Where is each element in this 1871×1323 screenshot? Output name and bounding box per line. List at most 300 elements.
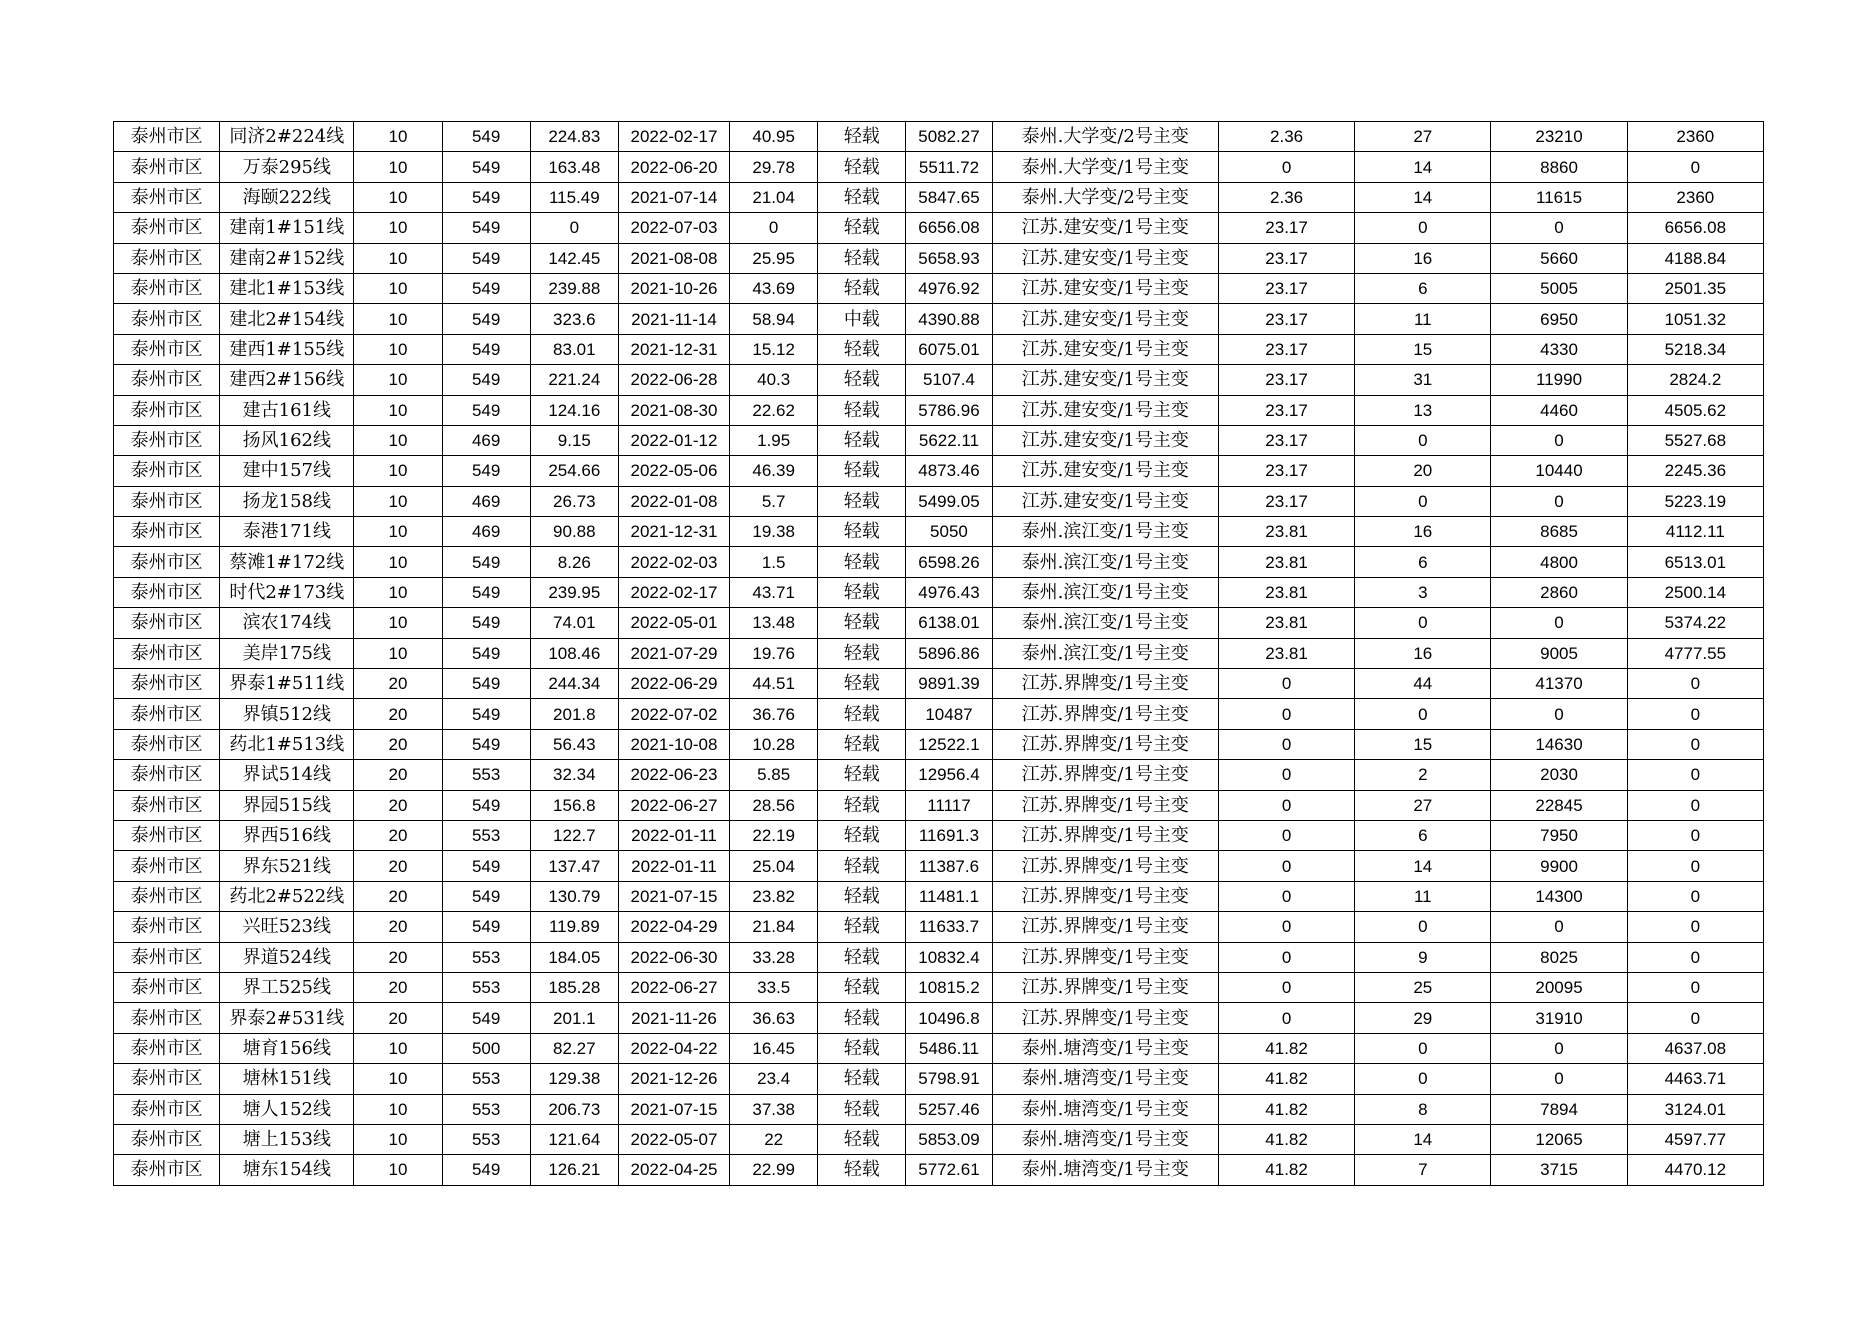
current-cell: 163.48 [530, 152, 618, 182]
area-cell: 泰州市区 [114, 669, 220, 699]
capacity-cell: 10832.4 [906, 942, 992, 972]
available-capacity-cell: 2245.36 [1627, 456, 1763, 486]
load-rate-cell: 43.71 [730, 577, 818, 607]
date-cell: 2022-01-11 [618, 851, 729, 881]
load-status-cell: 轻载 [818, 122, 906, 152]
voltage-cell: 10 [354, 182, 442, 212]
table-row [114, 425, 1764, 455]
table-row [114, 1003, 1764, 1033]
load-status-cell: 轻载 [818, 1094, 906, 1124]
available-capacity-cell: 2501.35 [1627, 273, 1763, 303]
current-cell: 124.16 [530, 395, 618, 425]
substation-cell: 江苏.界牌变/1号主变 [992, 669, 1218, 699]
area-cell: 泰州市区 [114, 273, 220, 303]
area-cell: 泰州市区 [114, 699, 220, 729]
substation-rate-cell: 0 [1218, 881, 1354, 911]
load-status-cell: 轻载 [818, 699, 906, 729]
substation-cell: 泰州.塘湾变/1号主变 [992, 1124, 1218, 1154]
line-name-cell: 建西2#156线 [220, 365, 354, 395]
line-name-cell: 塘人152线 [220, 1094, 354, 1124]
voltage-cell: 10 [354, 608, 442, 638]
count-cell: 16 [1355, 243, 1491, 273]
load-status-cell: 轻载 [818, 365, 906, 395]
substation-cell: 泰州.塘湾变/1号主变 [992, 1155, 1218, 1185]
voltage-cell: 20 [354, 760, 442, 790]
area-cell: 泰州市区 [114, 365, 220, 395]
count-cell: 6 [1355, 547, 1491, 577]
table-row [114, 972, 1764, 1002]
line-name-cell: 界园515线 [220, 790, 354, 820]
area-cell: 泰州市区 [114, 881, 220, 911]
user-capacity-cell: 11615 [1491, 182, 1627, 212]
substation-rate-cell: 23.81 [1218, 517, 1354, 547]
user-capacity-cell: 0 [1491, 608, 1627, 638]
line-name-cell: 扬龙158线 [220, 486, 354, 516]
table-row [114, 213, 1764, 243]
conductor-cell: 469 [442, 486, 530, 516]
load-status-cell: 轻载 [818, 1064, 906, 1094]
substation-rate-cell: 2.36 [1218, 122, 1354, 152]
substation-rate-cell: 0 [1218, 820, 1354, 850]
substation-cell: 泰州.滨江变/1号主变 [992, 517, 1218, 547]
current-cell: 137.47 [530, 851, 618, 881]
substation-rate-cell: 23.17 [1218, 213, 1354, 243]
date-cell: 2021-12-31 [618, 517, 729, 547]
conductor-cell: 553 [442, 1094, 530, 1124]
current-cell: 130.79 [530, 881, 618, 911]
voltage-cell: 10 [354, 152, 442, 182]
table-row [114, 699, 1764, 729]
voltage-cell: 10 [354, 334, 442, 364]
date-cell: 2022-05-06 [618, 456, 729, 486]
line-name-cell: 塘上153线 [220, 1124, 354, 1154]
current-cell: 254.66 [530, 456, 618, 486]
user-capacity-cell: 7950 [1491, 820, 1627, 850]
conductor-cell: 549 [442, 122, 530, 152]
load-status-cell: 轻载 [818, 912, 906, 942]
substation-rate-cell: 41.82 [1218, 1124, 1354, 1154]
voltage-cell: 20 [354, 972, 442, 1002]
conductor-cell: 549 [442, 881, 530, 911]
count-cell: 11 [1355, 881, 1491, 911]
available-capacity-cell: 0 [1627, 881, 1763, 911]
user-capacity-cell: 41370 [1491, 669, 1627, 699]
date-cell: 2022-01-08 [618, 486, 729, 516]
user-capacity-cell: 22845 [1491, 790, 1627, 820]
current-cell: 74.01 [530, 608, 618, 638]
substation-cell: 泰州.大学变/2号主变 [992, 182, 1218, 212]
substation-rate-cell: 23.81 [1218, 547, 1354, 577]
table-row [114, 1094, 1764, 1124]
substation-cell: 泰州.滨江变/1号主变 [992, 577, 1218, 607]
table-row [114, 1124, 1764, 1154]
voltage-cell: 10 [354, 122, 442, 152]
load-status-cell: 轻载 [818, 334, 906, 364]
user-capacity-cell: 7894 [1491, 1094, 1627, 1124]
current-cell: 90.88 [530, 517, 618, 547]
load-rate-cell: 28.56 [730, 790, 818, 820]
table-row [114, 881, 1764, 911]
conductor-cell: 549 [442, 273, 530, 303]
line-name-cell: 塘林151线 [220, 1064, 354, 1094]
conductor-cell: 469 [442, 517, 530, 547]
current-cell: 323.6 [530, 304, 618, 334]
table-row [114, 456, 1764, 486]
voltage-cell: 20 [354, 912, 442, 942]
capacity-cell: 5499.05 [906, 486, 992, 516]
load-status-cell: 轻载 [818, 760, 906, 790]
user-capacity-cell: 0 [1491, 912, 1627, 942]
table-row [114, 547, 1764, 577]
count-cell: 0 [1355, 699, 1491, 729]
date-cell: 2022-01-12 [618, 425, 729, 455]
user-capacity-cell: 12065 [1491, 1124, 1627, 1154]
area-cell: 泰州市区 [114, 334, 220, 364]
load-rate-cell: 22.99 [730, 1155, 818, 1185]
load-status-cell: 轻载 [818, 547, 906, 577]
count-cell: 0 [1355, 486, 1491, 516]
substation-rate-cell: 41.82 [1218, 1094, 1354, 1124]
user-capacity-cell: 2860 [1491, 577, 1627, 607]
substation-rate-cell: 23.17 [1218, 304, 1354, 334]
substation-cell: 泰州.塘湾变/1号主变 [992, 1064, 1218, 1094]
table-row [114, 152, 1764, 182]
load-rate-cell: 37.38 [730, 1094, 818, 1124]
count-cell: 0 [1355, 1064, 1491, 1094]
count-cell: 8 [1355, 1094, 1491, 1124]
count-cell: 16 [1355, 517, 1491, 547]
substation-rate-cell: 0 [1218, 851, 1354, 881]
date-cell: 2022-05-07 [618, 1124, 729, 1154]
capacity-cell: 5853.09 [906, 1124, 992, 1154]
load-rate-cell: 22.19 [730, 820, 818, 850]
table-row [114, 942, 1764, 972]
user-capacity-cell: 10440 [1491, 456, 1627, 486]
capacity-cell: 5798.91 [906, 1064, 992, 1094]
user-capacity-cell: 0 [1491, 1064, 1627, 1094]
voltage-cell: 10 [354, 517, 442, 547]
voltage-cell: 20 [354, 790, 442, 820]
capacity-cell: 11633.7 [906, 912, 992, 942]
load-rate-cell: 1.5 [730, 547, 818, 577]
substation-rate-cell: 23.17 [1218, 425, 1354, 455]
current-cell: 82.27 [530, 1033, 618, 1063]
available-capacity-cell: 4463.71 [1627, 1064, 1763, 1094]
capacity-cell: 5257.46 [906, 1094, 992, 1124]
user-capacity-cell: 5005 [1491, 273, 1627, 303]
table-row [114, 334, 1764, 364]
conductor-cell: 549 [442, 395, 530, 425]
current-cell: 26.73 [530, 486, 618, 516]
area-cell: 泰州市区 [114, 608, 220, 638]
date-cell: 2021-07-29 [618, 638, 729, 668]
load-status-cell: 轻载 [818, 972, 906, 1002]
date-cell: 2022-06-28 [618, 365, 729, 395]
area-cell: 泰州市区 [114, 972, 220, 1002]
available-capacity-cell: 4637.08 [1627, 1033, 1763, 1063]
available-capacity-cell: 4777.55 [1627, 638, 1763, 668]
count-cell: 27 [1355, 122, 1491, 152]
date-cell: 2021-08-30 [618, 395, 729, 425]
voltage-cell: 10 [354, 1064, 442, 1094]
area-cell: 泰州市区 [114, 425, 220, 455]
line-name-cell: 建古161线 [220, 395, 354, 425]
current-cell: 221.24 [530, 365, 618, 395]
substation-rate-cell: 0 [1218, 669, 1354, 699]
available-capacity-cell: 0 [1627, 820, 1763, 850]
line-name-cell: 时代2#173线 [220, 577, 354, 607]
capacity-cell: 11117 [906, 790, 992, 820]
voltage-cell: 20 [354, 669, 442, 699]
voltage-cell: 10 [354, 1094, 442, 1124]
voltage-cell: 10 [354, 304, 442, 334]
capacity-cell: 4390.88 [906, 304, 992, 334]
capacity-cell: 4976.92 [906, 273, 992, 303]
table-row [114, 273, 1764, 303]
load-status-cell: 轻载 [818, 942, 906, 972]
date-cell: 2022-07-03 [618, 213, 729, 243]
count-cell: 9 [1355, 942, 1491, 972]
line-name-cell: 建北2#154线 [220, 304, 354, 334]
table-row [114, 851, 1764, 881]
conductor-cell: 549 [442, 1155, 530, 1185]
capacity-cell: 6598.26 [906, 547, 992, 577]
count-cell: 44 [1355, 669, 1491, 699]
table-row [114, 820, 1764, 850]
load-rate-cell: 5.7 [730, 486, 818, 516]
available-capacity-cell: 4597.77 [1627, 1124, 1763, 1154]
conductor-cell: 553 [442, 820, 530, 850]
load-rate-cell: 23.4 [730, 1064, 818, 1094]
area-cell: 泰州市区 [114, 638, 220, 668]
line-name-cell: 建中157线 [220, 456, 354, 486]
date-cell: 2022-01-11 [618, 820, 729, 850]
load-status-cell: 轻载 [818, 1003, 906, 1033]
area-cell: 泰州市区 [114, 1033, 220, 1063]
user-capacity-cell: 3715 [1491, 1155, 1627, 1185]
capacity-cell: 5786.96 [906, 395, 992, 425]
area-cell: 泰州市区 [114, 152, 220, 182]
capacity-cell: 6138.01 [906, 608, 992, 638]
user-capacity-cell: 2030 [1491, 760, 1627, 790]
line-name-cell: 美岸175线 [220, 638, 354, 668]
load-rate-cell: 36.63 [730, 1003, 818, 1033]
line-name-cell: 泰港171线 [220, 517, 354, 547]
substation-rate-cell: 0 [1218, 699, 1354, 729]
available-capacity-cell: 0 [1627, 669, 1763, 699]
user-capacity-cell: 31910 [1491, 1003, 1627, 1033]
conductor-cell: 549 [442, 334, 530, 364]
table-row [114, 365, 1764, 395]
area-cell: 泰州市区 [114, 395, 220, 425]
table-row [114, 486, 1764, 516]
table-row [114, 395, 1764, 425]
count-cell: 15 [1355, 729, 1491, 759]
substation-cell: 江苏.建安变/1号主变 [992, 486, 1218, 516]
current-cell: 206.73 [530, 1094, 618, 1124]
available-capacity-cell: 0 [1627, 699, 1763, 729]
substation-rate-cell: 23.17 [1218, 365, 1354, 395]
load-status-cell: 轻载 [818, 182, 906, 212]
conductor-cell: 553 [442, 1124, 530, 1154]
area-cell: 泰州市区 [114, 851, 220, 881]
conductor-cell: 553 [442, 972, 530, 1002]
conductor-cell: 549 [442, 729, 530, 759]
substation-rate-cell: 41.82 [1218, 1155, 1354, 1185]
current-cell: 184.05 [530, 942, 618, 972]
substation-rate-cell: 23.17 [1218, 273, 1354, 303]
table-row [114, 1064, 1764, 1094]
date-cell: 2022-04-29 [618, 912, 729, 942]
area-cell: 泰州市区 [114, 547, 220, 577]
load-status-cell: 轻载 [818, 152, 906, 182]
conductor-cell: 549 [442, 912, 530, 942]
available-capacity-cell: 0 [1627, 972, 1763, 1002]
voltage-cell: 10 [354, 1124, 442, 1154]
line-name-cell: 界西516线 [220, 820, 354, 850]
date-cell: 2022-07-02 [618, 699, 729, 729]
substation-cell: 江苏.建安变/1号主变 [992, 243, 1218, 273]
load-status-cell: 轻载 [818, 851, 906, 881]
substation-rate-cell: 23.17 [1218, 243, 1354, 273]
load-status-cell: 轻载 [818, 1033, 906, 1063]
substation-rate-cell: 0 [1218, 912, 1354, 942]
conductor-cell: 549 [442, 456, 530, 486]
available-capacity-cell: 6513.01 [1627, 547, 1763, 577]
line-name-cell: 界试514线 [220, 760, 354, 790]
capacity-cell: 12522.1 [906, 729, 992, 759]
current-cell: 8.26 [530, 547, 618, 577]
available-capacity-cell: 5223.19 [1627, 486, 1763, 516]
conductor-cell: 549 [442, 851, 530, 881]
capacity-cell: 5107.4 [906, 365, 992, 395]
data-table [113, 121, 1764, 1186]
user-capacity-cell: 23210 [1491, 122, 1627, 152]
substation-rate-cell: 0 [1218, 790, 1354, 820]
substation-cell: 泰州.滨江变/1号主变 [992, 608, 1218, 638]
load-rate-cell: 1.95 [730, 425, 818, 455]
current-cell: 239.95 [530, 577, 618, 607]
available-capacity-cell: 0 [1627, 729, 1763, 759]
substation-cell: 江苏.界牌变/1号主变 [992, 1003, 1218, 1033]
table-row [114, 1155, 1764, 1185]
area-cell: 泰州市区 [114, 1124, 220, 1154]
line-name-cell: 界泰1#511线 [220, 669, 354, 699]
count-cell: 6 [1355, 820, 1491, 850]
date-cell: 2021-07-15 [618, 1094, 729, 1124]
capacity-cell: 5658.93 [906, 243, 992, 273]
date-cell: 2022-06-30 [618, 942, 729, 972]
date-cell: 2021-12-31 [618, 334, 729, 364]
load-status-cell: 中载 [818, 304, 906, 334]
load-rate-cell: 10.28 [730, 729, 818, 759]
line-name-cell: 界东521线 [220, 851, 354, 881]
load-rate-cell: 25.95 [730, 243, 818, 273]
voltage-cell: 10 [354, 425, 442, 455]
conductor-cell: 549 [442, 669, 530, 699]
available-capacity-cell: 4112.11 [1627, 517, 1763, 547]
substation-cell: 泰州.滨江变/1号主变 [992, 638, 1218, 668]
available-capacity-cell: 4188.84 [1627, 243, 1763, 273]
count-cell: 2 [1355, 760, 1491, 790]
line-name-cell: 界镇512线 [220, 699, 354, 729]
table-row [114, 760, 1764, 790]
date-cell: 2022-02-03 [618, 547, 729, 577]
user-capacity-cell: 8025 [1491, 942, 1627, 972]
conductor-cell: 469 [442, 425, 530, 455]
load-rate-cell: 22 [730, 1124, 818, 1154]
conductor-cell: 549 [442, 152, 530, 182]
area-cell: 泰州市区 [114, 182, 220, 212]
line-name-cell: 界工525线 [220, 972, 354, 1002]
area-cell: 泰州市区 [114, 1064, 220, 1094]
table-row [114, 517, 1764, 547]
voltage-cell: 10 [354, 486, 442, 516]
voltage-cell: 10 [354, 456, 442, 486]
count-cell: 11 [1355, 304, 1491, 334]
table-body [114, 122, 1764, 1186]
current-cell: 119.89 [530, 912, 618, 942]
load-rate-cell: 29.78 [730, 152, 818, 182]
load-rate-cell: 13.48 [730, 608, 818, 638]
substation-rate-cell: 0 [1218, 942, 1354, 972]
current-cell: 142.45 [530, 243, 618, 273]
available-capacity-cell: 2824.2 [1627, 365, 1763, 395]
load-status-cell: 轻载 [818, 425, 906, 455]
substation-rate-cell: 23.81 [1218, 638, 1354, 668]
count-cell: 0 [1355, 425, 1491, 455]
load-status-cell: 轻载 [818, 213, 906, 243]
substation-cell: 江苏.界牌变/1号主变 [992, 760, 1218, 790]
area-cell: 泰州市区 [114, 760, 220, 790]
date-cell: 2021-11-14 [618, 304, 729, 334]
substation-cell: 江苏.界牌变/1号主变 [992, 881, 1218, 911]
table-row [114, 790, 1764, 820]
current-cell: 83.01 [530, 334, 618, 364]
substation-cell: 江苏.界牌变/1号主变 [992, 851, 1218, 881]
date-cell: 2021-08-08 [618, 243, 729, 273]
load-rate-cell: 25.04 [730, 851, 818, 881]
user-capacity-cell: 20095 [1491, 972, 1627, 1002]
date-cell: 2022-05-01 [618, 608, 729, 638]
date-cell: 2022-06-27 [618, 972, 729, 1002]
available-capacity-cell: 0 [1627, 790, 1763, 820]
table-row [114, 729, 1764, 759]
table-row [114, 912, 1764, 942]
date-cell: 2021-07-15 [618, 881, 729, 911]
voltage-cell: 20 [354, 881, 442, 911]
substation-cell: 江苏.建安变/1号主变 [992, 213, 1218, 243]
line-name-cell: 塘育156线 [220, 1033, 354, 1063]
load-rate-cell: 21.84 [730, 912, 818, 942]
user-capacity-cell: 14300 [1491, 881, 1627, 911]
user-capacity-cell: 0 [1491, 213, 1627, 243]
available-capacity-cell: 5527.68 [1627, 425, 1763, 455]
conductor-cell: 549 [442, 790, 530, 820]
substation-cell: 江苏.建安变/1号主变 [992, 456, 1218, 486]
user-capacity-cell: 0 [1491, 1033, 1627, 1063]
user-capacity-cell: 8685 [1491, 517, 1627, 547]
conductor-cell: 549 [442, 365, 530, 395]
load-rate-cell: 36.76 [730, 699, 818, 729]
substation-cell: 泰州.塘湾变/1号主变 [992, 1033, 1218, 1063]
capacity-cell: 11691.3 [906, 820, 992, 850]
available-capacity-cell: 2360 [1627, 182, 1763, 212]
conductor-cell: 549 [442, 699, 530, 729]
line-name-cell: 蔡滩1#172线 [220, 547, 354, 577]
load-rate-cell: 33.5 [730, 972, 818, 1002]
count-cell: 27 [1355, 790, 1491, 820]
